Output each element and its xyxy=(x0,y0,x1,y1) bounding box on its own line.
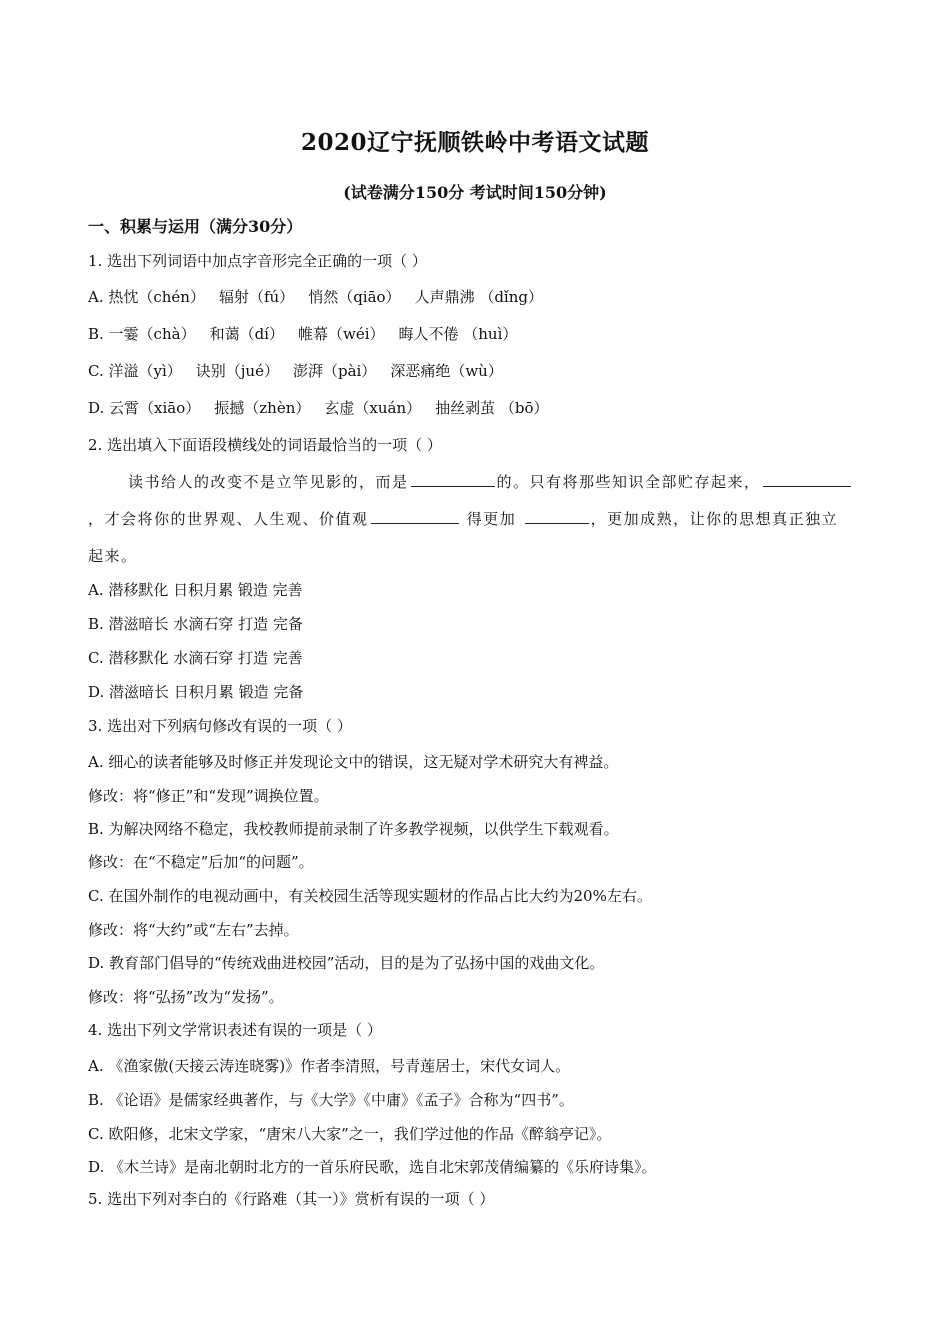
blank-line xyxy=(411,472,495,487)
option-word: D. 云霄（xiāo） xyxy=(88,399,201,417)
section-heading: 一、积累与运用（满分30分） xyxy=(88,217,303,236)
question-2-option-b: B. 潜滋暗长 水滴石穿 打造 完备 xyxy=(88,615,303,633)
exam-info: (试卷满分150分 考试时间150分钟) xyxy=(343,183,607,202)
question-3-fix-d: 修改：将“弘扬”改为“发扬”。 xyxy=(88,988,284,1006)
blank-line xyxy=(763,472,851,487)
option-word: 帷幕（wéi） xyxy=(297,325,385,343)
question-3-fix-a: 修改：将“修正”和“发现”调换位置。 xyxy=(88,787,329,805)
question-1-option-b xyxy=(88,323,531,344)
option-word: 振撼（zhèn） xyxy=(214,399,311,417)
page-title: 2020辽宁抚顺铁岭中考语文试题 xyxy=(300,129,649,156)
option-word: 晦人不倦 （huì） xyxy=(398,325,518,343)
question-2-passage-line-3: 起来。 xyxy=(88,547,138,565)
question-3-option-d: D. 教育部门倡导的“传统戏曲进校园”活动，目的是为了弘扬中国的戏曲文化。 xyxy=(88,954,605,972)
blank-line xyxy=(525,509,589,524)
option-word: C. 洋溢（yì） xyxy=(88,362,182,380)
question-3-fix-c: 修改：将“大约”或“左右”去掉。 xyxy=(88,921,299,939)
option-word: 深恶痛绝（wù） xyxy=(390,362,503,380)
question-3-option-c: C. 在国外制作的电视动画中，有关校园生活等现实题材的作品占比大约为20%左右。 xyxy=(88,887,652,905)
question-3-option-a: A. 细心的读者能够及时修正并发现论文中的错误，这无疑对学术研究大有裨益。 xyxy=(88,753,619,771)
blank-line xyxy=(371,509,459,524)
question-3-option-b: B. 为解决网络不稳定，我校教师提前录制了许多教学视频，以供学生下载观看。 xyxy=(88,820,619,838)
question-3-stem: 3. 选出对下列病句修改有误的一项（ ） xyxy=(88,717,352,735)
option-word: 和蔼（dí） xyxy=(209,325,284,343)
option-word: 澎湃（pài） xyxy=(292,362,377,380)
passage-text: ，才会将你的世界观、人生观、价值观 xyxy=(88,510,369,528)
question-1-stem: 1. 选出下列词语中加点字音形完全正确的一项（ ） xyxy=(88,252,427,270)
question-2-option-a: A. 潜移默化 日积月累 锻造 完善 xyxy=(88,581,303,599)
question-2-option-c: C. 潜移默化 水滴石穿 打造 完善 xyxy=(88,649,303,667)
question-5-stem: 5. 选出下列对李白的《行路难（其一）》赏析有误的一项（ ） xyxy=(88,1190,495,1208)
passage-text: ，更加成熟，让你的思想真正独立 xyxy=(590,510,839,528)
question-1-option-a xyxy=(88,286,557,307)
question-4-option-c: C. 欧阳修，北宋文学家，“唐宋八大家”之一，我们学过他的作品《醉翁亭记》。 xyxy=(88,1125,612,1143)
question-4-option-d: D. 《木兰诗》是南北朝时北方的一首乐府民歌，选自北宋郭茂倩编纂的《乐府诗集》。 xyxy=(88,1158,657,1176)
question-4-option-a: A. 《渔家傲(天接云涛连晓雾)》作者李清照，号青莲居士，宋代女词人。 xyxy=(88,1057,571,1075)
question-4-option-b: B. 《论语》是儒家经典著作，与《大学》《中庸》《孟子》合称为“四书”。 xyxy=(88,1091,574,1109)
question-2-passage-line-1 xyxy=(128,471,853,492)
option-word: 辐射（fú） xyxy=(218,288,295,306)
option-word: 玄虚（xuán） xyxy=(324,399,422,417)
option-word: 抽丝剥茧 （bō） xyxy=(435,399,549,417)
passage-text: 得更加 xyxy=(466,510,517,528)
question-2-passage-line-2 xyxy=(88,508,838,529)
option-word: 人声鼎沸 （dǐng） xyxy=(414,288,543,306)
question-1-option-d xyxy=(88,397,563,418)
question-4-stem: 4. 选出下列文学常识表述有误的一项是（ ） xyxy=(88,1021,382,1039)
option-word: B. 一霎（chà） xyxy=(88,325,196,343)
question-2-stem: 2. 选出填入下面语段横线处的词语最恰当的一项（ ） xyxy=(88,436,442,454)
option-word: 诀别（jué） xyxy=(195,362,279,380)
option-word: A. 热忱（chén） xyxy=(88,288,205,306)
passage-text: 读书给人的改变不是立竿见影的，而是 xyxy=(128,473,409,491)
question-3-fix-b: 修改：在“不稳定”后加“的问题”。 xyxy=(88,853,314,871)
option-word: 悄然（qiāo） xyxy=(308,288,401,306)
question-1-option-c xyxy=(88,360,517,381)
question-2-option-d: D. 潜滋暗长 日积月累 锻造 完备 xyxy=(88,683,304,701)
passage-text: 的。只有将那些知识全部贮存起来， xyxy=(496,473,761,491)
